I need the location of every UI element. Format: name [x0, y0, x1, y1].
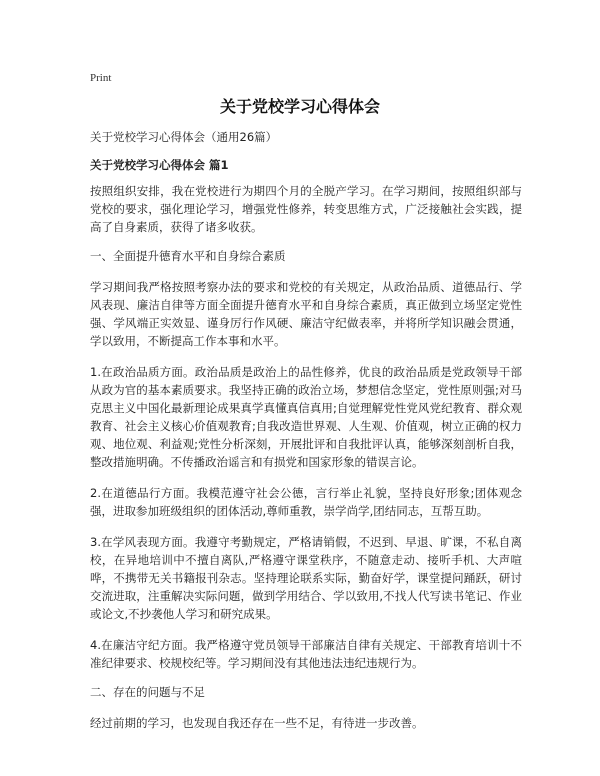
heading-two: 二、存在的问题与不足	[90, 685, 205, 699]
document-subtitle: 关于党校学习心得体会（通用26篇）	[90, 130, 278, 144]
paragraph-shortcomings: 经过前期的学习，也发现自我还存在一些不足，有待进一步改善。	[90, 716, 424, 730]
section-title: 关于党校学习心得体会 篇1	[90, 158, 229, 172]
intro-paragraph: 按照组织安排，我在党校进行为期四个月的全脱产学习。在学习期间，按照组织部与党校的要求，强化理论学习，增强党性修养，转变思维方式，广泛接触社会实践，提高了自身素质，获得了诸多收获。	[90, 184, 522, 234]
paragraph-integrity: 4.在廉洁守纪方面。我严格遵守党员领导干部廉洁自律有关规定、干部教育培训十不准纪律要求、校规校纪等。学习期间没有其他违法违纪违规行为。	[90, 638, 522, 670]
document-body	[90, 128, 522, 732]
print-link[interactable]: Print	[90, 72, 112, 84]
paragraph-political: 1.在政治品质方面。政治品质是政治上的品性修养，优良的政治品质是党政领导干部从政为官的基本素质要求。我坚持正确的政治立场，梦想信念坚定，党性原则强;对马克思主义中国化最新理论成果真学真懂真信真用;自觉理解党性党风党纪教育、群众观教育、社会主义核心价值观教育;自我改造世界观、人生观、价值观，树立正确的权力观、地位观、利益观;党性分析深刻，开展批评和自我批评认真，能够深刻剖析自我，整改措施明确。不传播政治谣言和有损党和国家形象的错误言论。	[90, 365, 522, 469]
paragraph-overview: 学习期间我严格按照考察办法的要求和党校的有关规定，从政治品质、道德品行、学风表现、廉洁自律等方面全面提升德育水平和自身综合素质，真正做到立场坚定党性强、学风端正实效显、谨身厉行作风硬、廉洁守纪做表率，并将所学知识融会贯通，学以致用，不断提高工作本事和水平。	[90, 280, 522, 348]
paragraph-study-style: 3.在学风表现方面。我遵守考勤规定，严格请销假，不迟到、早退、旷课，不私自离校，在异地培训中不擅自离队,严格遵守课堂秩序，不随意走动、接听手机、大声喧哗，不携带无关书籍报刊杂志。坚持理论联系实际，勤奋好学，课堂提问踊跃，研讨交流进取，注重解决实际问题，做到学用结合、学以致用,不找人代写读书笔记、作业或论文,不抄袭他人学习和研究成果。	[90, 535, 522, 621]
paragraph-morality: 2.在道德品行方面。我模范遵守社会公德，言行举止礼貌，坚持良好形象;团体观念强，进取参加班级组织的团体活动,尊师重教，崇学尚学,团结同志，互帮互助。	[90, 486, 522, 518]
page-title: 关于党校学习心得体会	[219, 97, 380, 116]
heading-one: 一、全面提升德育水平和自身综合素质	[90, 249, 286, 263]
